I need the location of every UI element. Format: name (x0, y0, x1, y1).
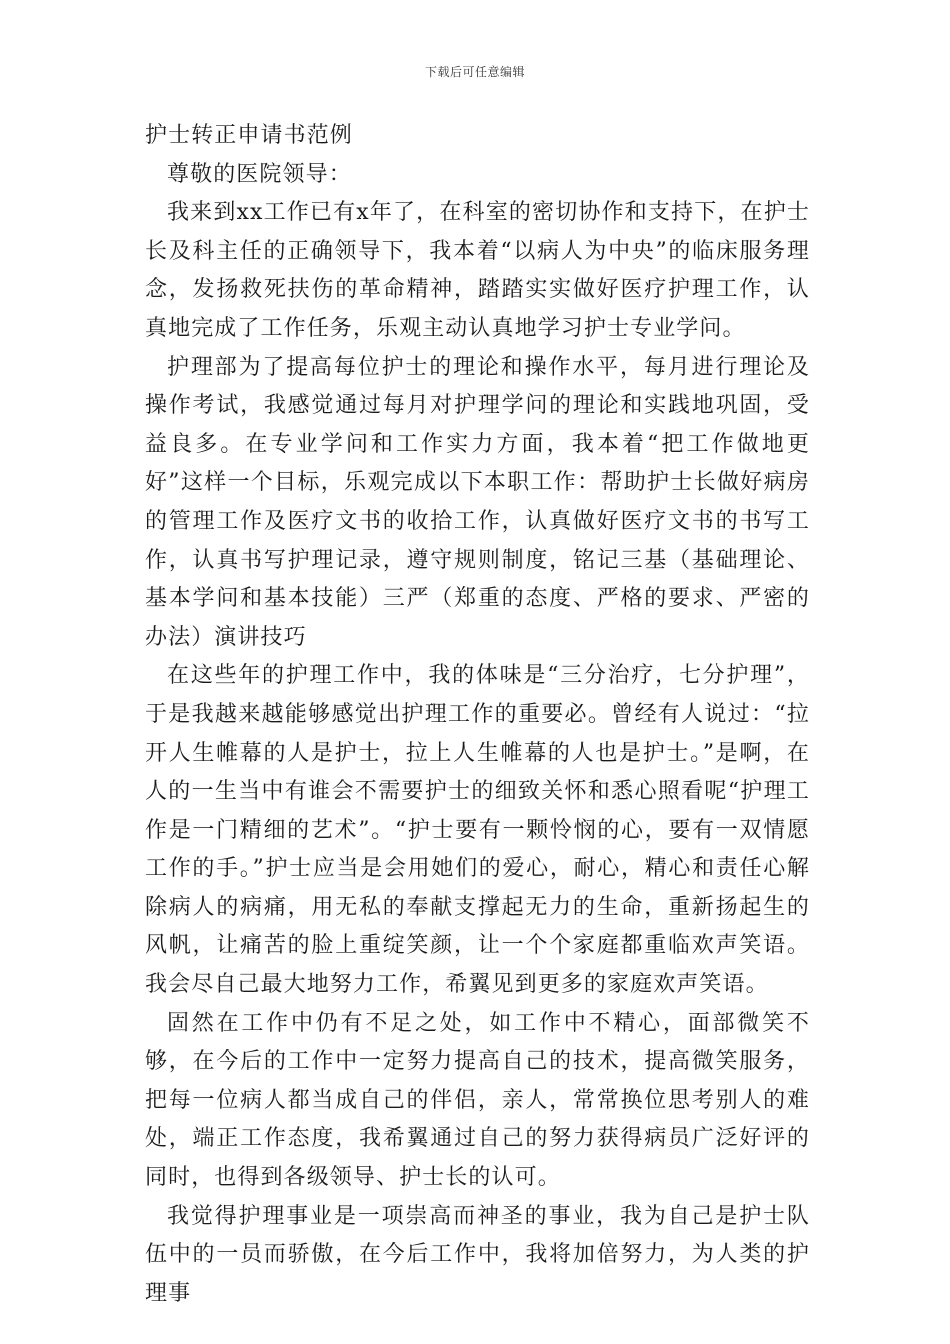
paragraph-1: 我来到xx工作已有x年了，在科室的密切协作和支持下，在护士长及科主任的正确领导下，我本着“以病人为中央”的临床服务理念，发扬救死扶伤的革命精神，踏踏实实做好医疗护理工作，认真地完成了工作任务，乐观主动认真地学习护士专业学问。 (145, 200, 810, 341)
salutation: 尊敬的医院领导： (167, 161, 352, 187)
paragraph-5: 我觉得护理事业是一项崇高而神圣的事业，我为自己是护士队伍中的一员而骄傲，在今后工作中，我将加倍努力，为人类的护理事 (145, 1203, 810, 1306)
paragraph-3: 在这些年的护理工作中，我的体味是“三分治疗，七分护理”，于是我越来越能够感觉出护理工作的重要必。曾经有人说过：“拉开人生帷幕的人是护士，拉上人生帷幕的人也是护士。”是啊，在人的一生当中有谁会不需要护士的细致关怀和悉心照看呢“护理工作是一门精细的艺术”。“护士要有一颗怜悯的心，要有一双情愿工作的手。”护士应当是会用她们的爱心，耐心，精心和责任心解除病人的病痛，用无私的奉献支撑起无力的生命，重新扬起生的风帆，让痛苦的脸上重绽笑颜，让一个个家庭都重临欢声笑语。我会尽自己最大地努力工作，希翼见到更多的家庭欢声笑语。 (145, 663, 810, 998)
paragraph-4: 固然在工作中仍有不足之处，如工作中不精心，面部微笑不够，在今后的工作中一定努力提高自己的技术，提高微笑服务，把每一位病人都当成自己的伴侣，亲人，常常换位思考别人的难处，端正工作态度，我希翼通过自己的努力获得病员广泛好评的同时，也得到各级领导、护士长的认可。 (145, 1010, 810, 1191)
document-body (145, 117, 810, 1313)
paragraph-2: 护理部为了提高每位护士的理论和操作水平，每月进行理论及操作考试，我感觉通过每月对护理学问的理论和实践地巩固，受益良多。在专业学问和工作实力方面，我本着“把工作做地更好”这样一个目标，乐观完成以下本职工作：帮助护士长做好病房的管理工作及医疗文书的收拾工作，认真做好医疗文书的书写工作，认真书写护理记录，遵守规则制度，铭记三基（基础理论、基本学问和基本技能）三严（郑重的态度、严格的要求、严密的办法）演讲技巧 (145, 354, 810, 650)
document-title: 护士转正申请书范例 (145, 123, 353, 148)
header-note: 下载后可任意编辑 (424, 65, 525, 79)
